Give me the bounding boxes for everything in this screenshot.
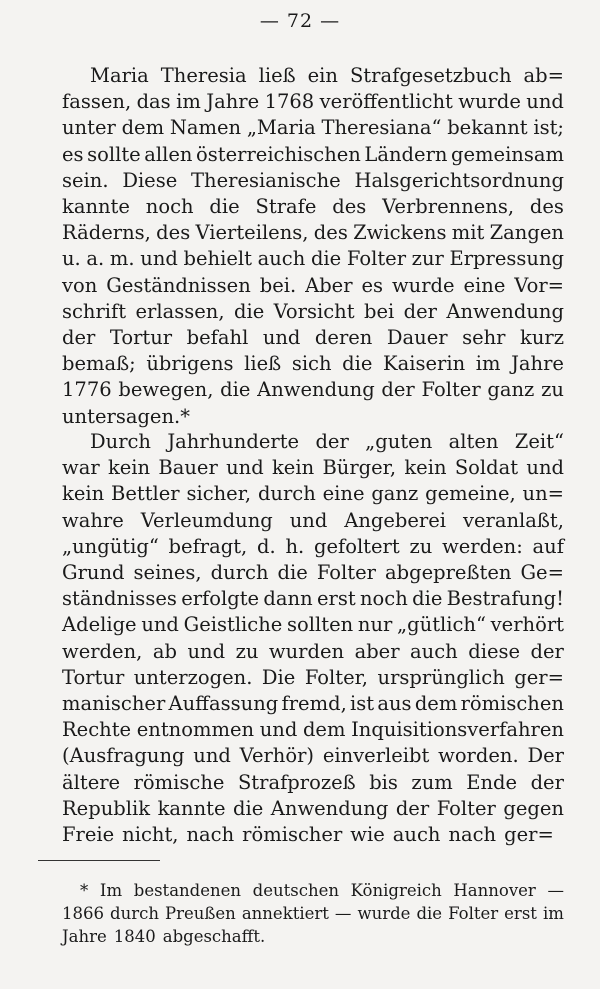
paragraph2-line: werden, ab und zu wurden aber auch diese der [62,639,564,663]
paragraph1-line: kannte noch die Strafe des Verbrennens, des [62,195,564,218]
paragraph1-line: u. a. m. und behielt auch die Folter zur Erpressung [62,247,564,271]
paragraph1-line: der Tortur befahl und deren Dauer sehr kurz [62,326,564,349]
paragraph1-line: untersagen.* [62,404,190,428]
paragraph2-line: Republik kannte die Anwendung der Folter gegen [62,796,564,820]
paragraph2-line: ältere römische Strafprozeß bis zum Ende der [62,770,564,794]
paragraph2-line: (Ausfragung und Verhör) einverleibt worden. Der [62,744,564,768]
paragraph2-line: manischer Auffassung fremd, ist aus dem römischen [62,692,564,715]
paragraph2-line: Durch Jahrhunderte der „guten alten Zeit“ [90,430,564,453]
paragraph1-line: Räderns, des Vierteilens, des Zwickens mit Zangen [62,221,564,245]
paragraph1-line: 1776 bewegen, die Anwendung der Folter ganz zu [62,378,564,402]
page-number: — 72 — [259,10,341,32]
paragraph2-line: ständnisses erfolgte dann erst noch die Bestrafung! [62,587,564,611]
paragraph2-line: Tortur unterzogen. Die Folter, ursprünglich ger= [62,665,564,689]
paragraph2-line: Grund seines, durch die Folter abgepreßten Ge= [62,561,564,584]
paragraph1-line: es sollte allen österreichischen Ländern gemeinsam [62,142,564,166]
paragraph2-line: Rechte entnommen und dem Inquisitionsverfahren [62,718,564,742]
footnote-line: 1866 durch Preußen annektiert — wurde die Folter erst im [62,904,564,923]
paragraph2-line: „ungütig“ befragt, d. h. gefoltert zu werden: auf [62,534,564,558]
paragraph2-line: war kein Bauer und kein Bürger, kein Soldat und [62,456,564,480]
paragraph1-line: schrift erlassen, die Vorsicht bei der Anwendung [62,299,564,323]
paragraph2-line: wahre Verleumdung und Angeberei veranlaßt, [62,508,564,532]
paragraph2-line: Freie nicht, nach römischer wie auch nach ger= [62,823,554,846]
footnote-line: Jahre 1840 abgeschafft. [62,927,266,946]
paragraph1-line: sein. Diese Theresianische Halsgerichtsordnung [62,168,564,192]
paragraph1-line: von Geständnissen bei. Aber es wurde eine Vor= [62,273,564,297]
paragraph1-line: fassen, das im Jahre 1768 veröffentlicht wurde und [62,90,564,114]
paragraph2-line: Adelige und Geistliche sollten nur „gütlich“ verhört [62,613,564,637]
paragraph1-line: bemaß; übrigens ließ sich die Kaiserin im Jahre [62,352,564,376]
paragraph1-line: Maria Theresia ließ ein Strafgesetzbuch ab= [90,64,564,87]
footnote-divider [38,860,160,861]
paragraph1-line: unter dem Namen „Maria Theresiana“ bekannt ist; [62,116,564,140]
footnote-line: * Im bestandenen deutschen Königreich Hannover — [80,881,564,900]
paragraph2-line: kein Bettler sicher, durch eine ganz gemeine, un= [62,482,564,506]
